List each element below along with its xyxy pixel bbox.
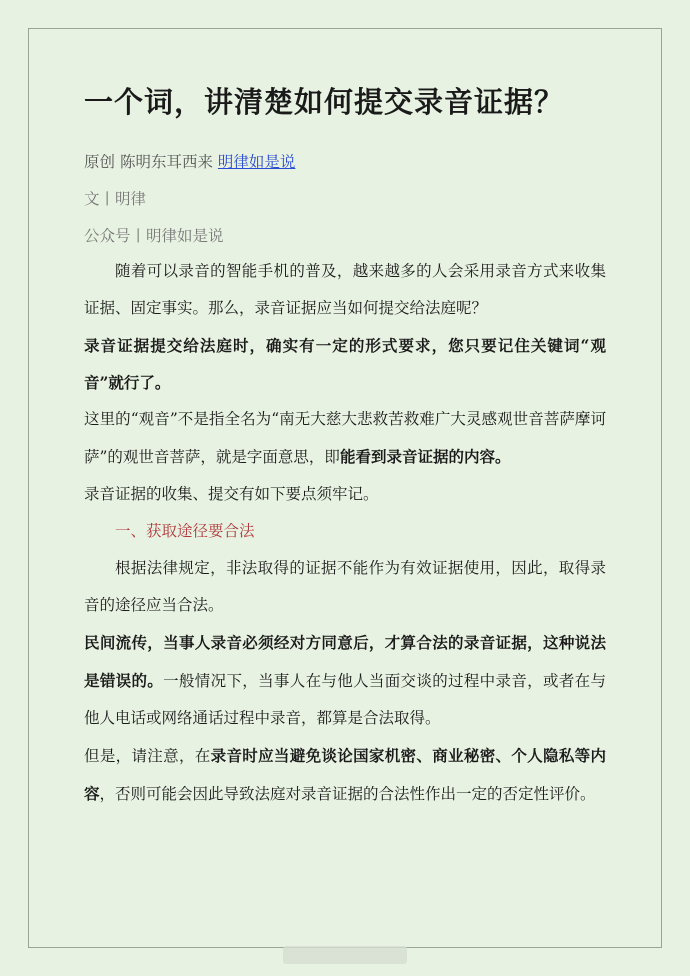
section-heading-1: 一、获取途径要合法 <box>115 522 255 540</box>
paragraph-myth <box>84 624 606 737</box>
paragraph-intro: 随着可以录音的智能手机的普及，越来越多的人会采用录音方式来收集证据、固定事实。那么，录音证据应当如何提交给法庭呢？ <box>84 262 606 317</box>
article-title: 一个词，讲清楚如何提交录音证据？ <box>84 85 565 119</box>
author-name: 陈明东耳西来 <box>119 153 213 171</box>
paragraph-key-point: 录音证据提交给法庭时，确实有一定的形式要求，您只要记住关键词“观音”就行了。 <box>84 336 606 392</box>
account-link[interactable]: 明律如是说 <box>217 153 296 171</box>
paragraph-caution <box>84 737 606 813</box>
caution-bold: 录音时应当避免谈论国家机密、商业秘密、个人隐私等内容 <box>84 746 606 803</box>
myth-bold: 民间流传，当事人录音必须经对方同意后，才算合法的录音证据，这种说法是错误的。 <box>84 633 606 690</box>
watermark <box>283 946 407 964</box>
original-tag: 原创 <box>84 153 116 171</box>
paragraph-legal-rule: 根据法律规定，非法取得的证据不能作为有效证据使用，因此，取得录音的途径应当合法。 <box>84 559 606 614</box>
paragraph-explanation <box>84 401 606 476</box>
caution-text-1: 但是，请注意，在 <box>84 747 211 765</box>
byline: 文丨明律 <box>84 190 147 208</box>
caution-text-2: ，否则可能会因此导致法庭对录音证据的合法性作出一定的否定性评价。 <box>99 785 596 803</box>
myth-text: 一般情况下，当事人在与他人当面交谈的过程中录音，或者在与他人电话或网络通话过程中录音，都算是合法取得。 <box>84 672 606 727</box>
article <box>84 82 606 813</box>
paragraph-points: 录音证据的收集、提交有如下要点须牢记。 <box>84 485 379 503</box>
public-account-line: 公众号丨明律如是说 <box>84 227 224 245</box>
explanation-bold: 能看到录音证据的内容。 <box>339 447 511 466</box>
article-meta <box>84 150 606 174</box>
explanation-text: 这里的“观音”不是指全名为“南无大慈大悲救苦救难广大灵感观世音菩萨摩诃萨”的观世音菩萨，就是字面意思，即 <box>84 410 606 466</box>
